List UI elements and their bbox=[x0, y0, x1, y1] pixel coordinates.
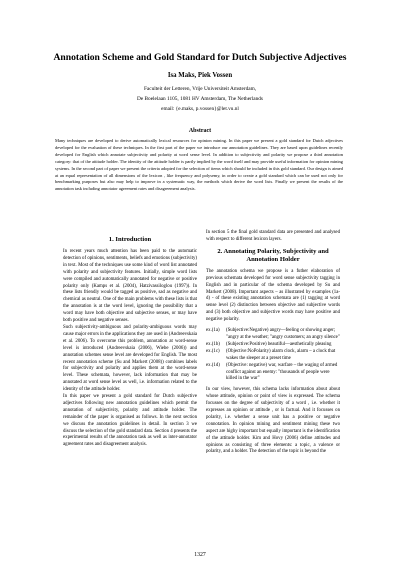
example-1d bbox=[206, 363, 340, 384]
section-2-heading: 2. Annotating Polarity, Subjectivity and Annotation Holder bbox=[217, 247, 329, 263]
page-number: 1327 bbox=[194, 552, 206, 558]
example-number: ex.(1a) bbox=[206, 328, 220, 334]
example-text: (Objective:NoPolarity) alarm clock, alarm – a clock that wakes the sleeper at a preset time bbox=[226, 348, 336, 361]
section-5-note: In section 5 the final gold standard data are presented and analysed with respect to different lexicon layers. bbox=[206, 230, 340, 242]
right-column bbox=[206, 230, 340, 456]
affiliation-line-2: De Boelelaan 1105, 1081 HV Amsterdam, The Netherlands bbox=[137, 96, 263, 102]
example-number: ex.(1b) bbox=[206, 341, 220, 347]
intro-paragraph-3: In this paper we present a gold standard for Dutch subjective adjectives following new annotation guidelines which permit the annotation of subjectivity, polarity and attitude holder. The remainder of the paper is organised as follows. In the next section we discuss the annotation guidelines in detail. In section 3 we discuss the selection of the gold standard data. Section 4 presents the experimental results of the annotation task as well as inter-annotator agreement rates and disagreement analysis. bbox=[63, 394, 197, 448]
paper-title: Annotation Scheme and Gold Standard for Dutch Subjective Adjectives bbox=[53, 52, 347, 63]
intro-paragraph-2: Such subjectivity-ambiguous and polarity-ambiguous words may cause major errors in the applications they are used in (Andreevskaia et al. 2006). To overcome this problem, annotation at word-sense level is introduced (Andreevskaia (2006), Wiebe (2006)) and annotation schemes sense level are developed for English. The most recent annotation scheme (Su and Markert (2008)) combines labels for subjectivity and polarity and applies them at the word-sense level. These schemata, however, lack information that may be annotated at word sense level as well, i.e. information related to the identity of the attitude holder. bbox=[63, 324, 197, 393]
affiliation-email: email: {e.maks, p.vossen}@let.vu.nl bbox=[161, 106, 239, 112]
example-1b bbox=[206, 342, 340, 349]
section-2-paragraph-2: In our view, however, this schema lacks information about about whose attitude, opinion or point of view is expressed. The schema focusses on the degree of subjectivity of a word , i.e. whether it expresses an opinion or attitude , or is factual. And it focusses on polarity, i.e. whether a sense unit has a positive or negative connotation. In opinion mining and sentiment mining these two aspect are highy important but equally important is the identification of the attitude holder. Kim and Hovy (2006) define attitudes and opinions as consisting of three elements: a topic, a valence or polarity, and a holder. The detection of the topic is beyond the bbox=[206, 387, 340, 455]
abstract-heading: Abstract bbox=[188, 128, 212, 134]
section-2-paragraph-1: The annotation schema we propose is a futher elaboration of previous schemata developed for word sense subjectivity tagging in English and in particular of the schema developed by Su and Markert (2008). Important aspects – as illustrated by examples (1a-d) - of these existing annotation schemata are (1) tagging at word sense level (2) distinction between objective and subjective words and (3) both objective and subjective words may have positive and negative polarity. bbox=[206, 268, 340, 323]
example-text: (Objective: negative) war, warfare – the waging of armed conflict against an enemy: "thousands of people were killed in the war" bbox=[226, 362, 338, 382]
section-1-heading: 1. Introduction bbox=[108, 236, 152, 243]
abstract-text: Many techniques are developed to derive automatically lexical resources for opinion mining. In this paper we present a gold standard for Dutch adjectives developed for the evaluation of these techniques. In the first part of the paper we introduce our annotation guidelines. They are based upon guidelines recently developed for English which annotate subjectivity and polarity at word sense level. In addition to subjectivity and polarity we propose a third annotation category: that of the attitude holder. The identity of the attitude holder is partly implied by the word itself and may provide useful information for opinion mining systems. In the second part of paper we present the criteria adopted for the selection of items which should be included in this gold standard. Our design is aimed at an equal representation of all dimensions of the lexicon , like frequency and polysemy, in order to create a gold standard which can be used not only for benchmarking purposes but also may help to improve in a systematic way, the methods which derive the word lists. Finally we present the results of the annotation task including annotator agreement rates and disagreement analysis. bbox=[55, 138, 343, 192]
paper-authors: Isa Maks, Piek Vossen bbox=[167, 72, 233, 79]
example-1a bbox=[206, 328, 340, 342]
example-number: ex.(1c) bbox=[206, 348, 220, 354]
intro-paragraph-1: In recent years much attention has been paid to the automatic detection of opinions, sentiments, beliefs and emotions (subjectivity) in text. Most of the techniques use some kind of word list annotated with polarity and subjectivity features. Initially, simple word lists were compiled and automatically annotated for negative or positive polarity only (Kamps et al. (2004), Hatzivassiloglou (1997)). In these lists friendly would be tagged as positive, sad as negative and chemical as neutral. One of the main problems with these lists is that the annotation is at the word level, ignoring the possibility that a word may have both objective and subjective senses, or may have both positive and negative senses. bbox=[63, 249, 197, 324]
affiliation-block bbox=[0, 84, 400, 114]
affiliation-line-1: Faculteit der Letteren, Vrije Universiteit Amsterdam, bbox=[143, 86, 257, 92]
example-text: (Subjective:Negative) angry—feeling or showing anger; "angry at the weather; "angry customers; an angry silence" bbox=[226, 328, 340, 340]
example-text: (Subjective:Positive) beautiful—aesthetically pleasing bbox=[226, 341, 332, 347]
left-column bbox=[63, 236, 197, 449]
example-1c bbox=[206, 349, 340, 363]
example-number: ex.(1d) bbox=[206, 362, 220, 368]
